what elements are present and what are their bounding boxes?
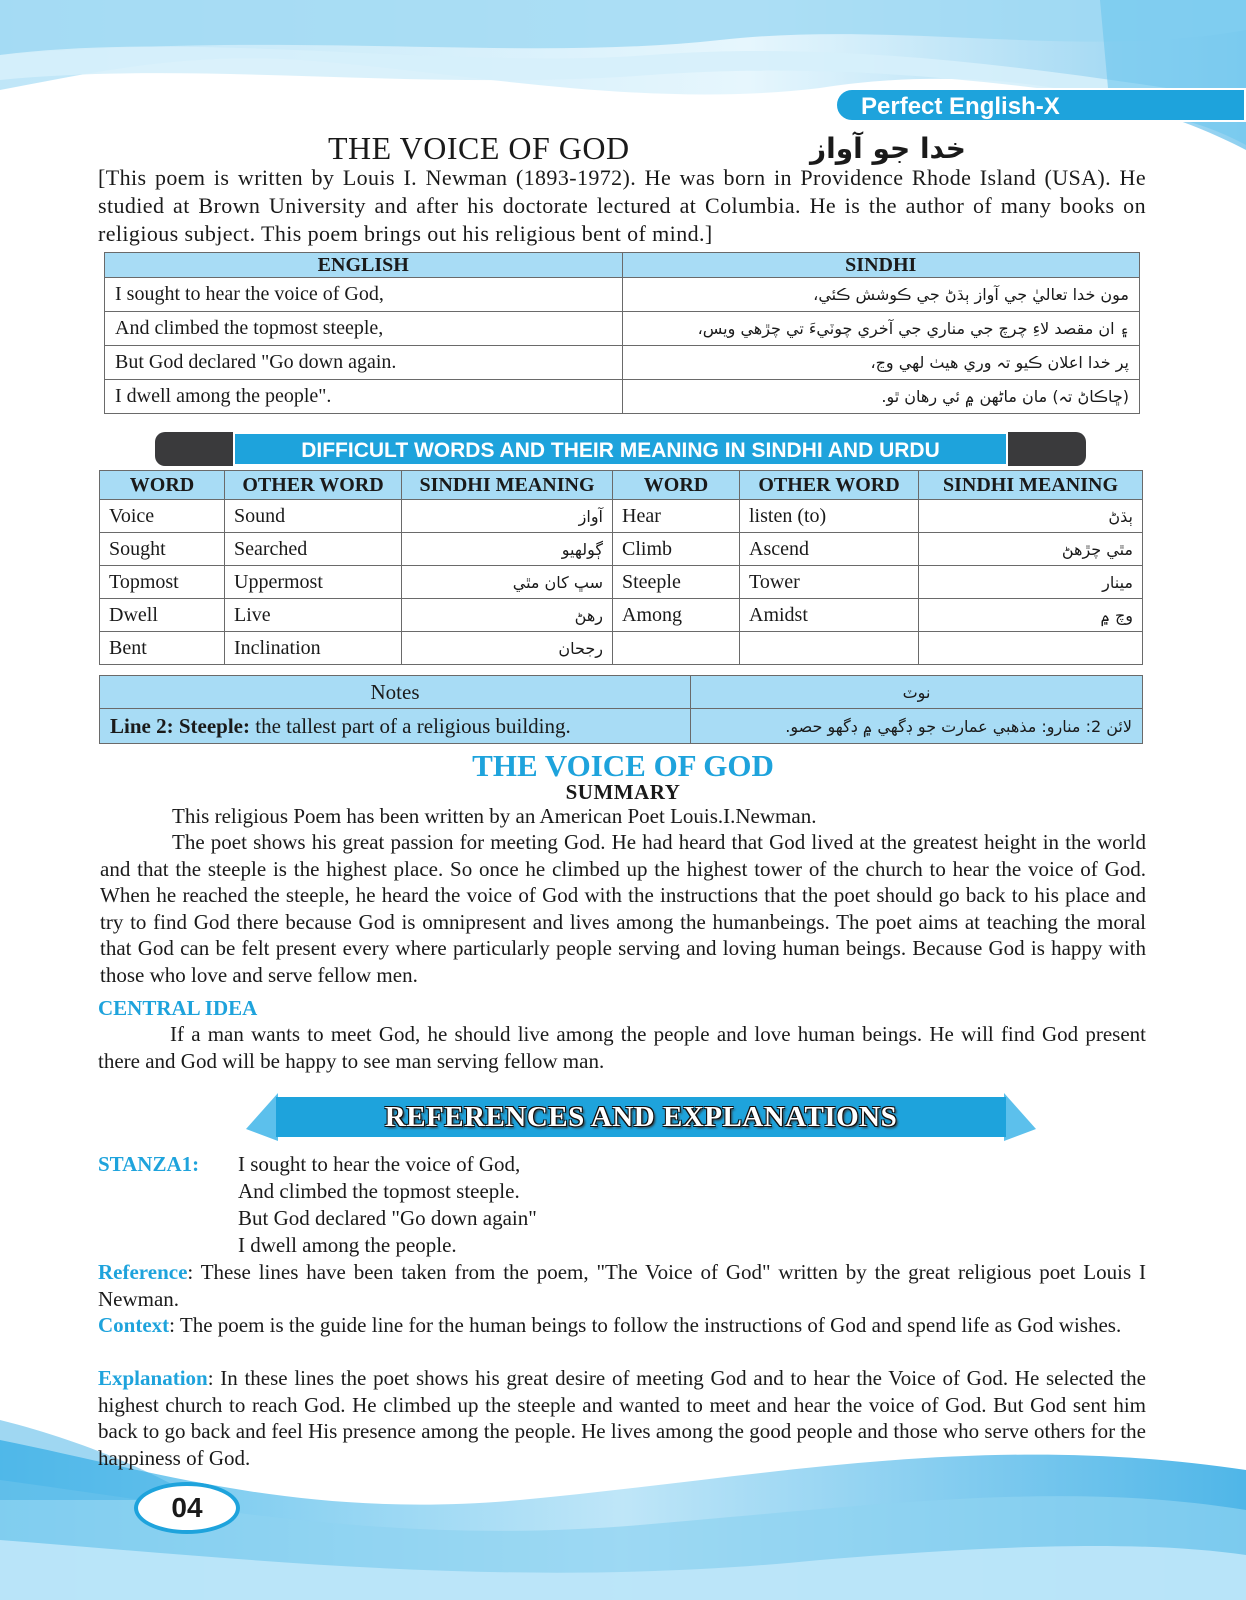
sindhi-meaning-cell — [919, 632, 1143, 665]
sindhi-meaning-cell: ٻڌڻ — [919, 500, 1143, 533]
word-cell: Steeple — [613, 566, 740, 599]
other-word-cell: Searched — [225, 533, 402, 566]
word-cell: Sought — [100, 533, 225, 566]
word-cell — [613, 632, 740, 665]
difficult-words-banner: DIFFICULT WORDS AND THEIR MEANING IN SINDHI AND URDU — [233, 432, 1008, 466]
sindhi-meaning-cell: آواز — [402, 500, 613, 533]
explanation-text: : In these lines the poet shows his great desire of meeting God and to hear the Voice of God. He selected the highest church to reach God. He climbed up the steeple and wanted to meet and hear the voice of God. But God sent him back to go back and feel His presence among the people. He lives among the good people and those who serve others for the happiness of God. — [98, 1366, 1146, 1470]
table-row — [100, 709, 1143, 744]
notes-header: Notes — [100, 676, 691, 709]
other-word-cell: Uppermost — [225, 566, 402, 599]
word-cell: Dwell — [100, 599, 225, 632]
reference-text: : These lines have been taken from the poem, "The Voice of God" written by the great religious poet Louis I Newman. — [98, 1260, 1146, 1311]
english-line: I dwell among the people". — [105, 380, 623, 414]
table-row — [100, 566, 1143, 599]
table-row — [105, 278, 1140, 312]
other-word-cell — [740, 632, 919, 665]
english-line: I sought to hear the voice of God, — [105, 278, 623, 312]
context-paragraph — [98, 1312, 1146, 1339]
central-idea-text: If a man wants to meet God, he should live among the people and love human beings. He will find God present there and God will be happy to see man serving fellow man. — [98, 1022, 1146, 1073]
sindhi-line: (ڇاڪاڻ تہ) مان ماڻهن ۾ ئي رهان ٿو. — [622, 380, 1140, 414]
stanza-line: I dwell among the people. — [238, 1233, 457, 1257]
banner-left-arrow-icon — [246, 1093, 278, 1141]
column-header-sindhi: SINDHI — [622, 253, 1140, 278]
sindhi-meaning-cell: رهڻ — [402, 599, 613, 632]
page-number: 04 — [134, 1482, 240, 1534]
other-word-cell: Sound — [225, 500, 402, 533]
summary-title: THE VOICE OF GOD — [472, 748, 774, 783]
note-text: the tallest part of a religious building. — [249, 713, 571, 738]
word-cell: Hear — [613, 500, 740, 533]
note-label: Line 2: Steeple: — [110, 713, 250, 738]
notes-header-sindhi: نوٽ — [691, 676, 1143, 709]
table-row — [100, 500, 1143, 533]
summary-label: SUMMARY — [565, 780, 681, 804]
poem-title-sindhi: خدا جو آواز — [810, 132, 966, 165]
other-word-cell: Ascend — [740, 533, 919, 566]
other-word-cell: Inclination — [225, 632, 402, 665]
sindhi-meaning-cell: سڀ کان مٿي — [402, 566, 613, 599]
stanza-line: But God declared "Go down again" — [238, 1206, 537, 1230]
column-header-english: ENGLISH — [105, 253, 623, 278]
table-row — [100, 599, 1143, 632]
other-word-cell: Amidst — [740, 599, 919, 632]
sindhi-line: ۽ ان مقصد لاءِ چرچ جي مناري جي آخري چوٽيءَ تي چڙهي ويس، — [622, 312, 1140, 346]
word-cell: Voice — [100, 500, 225, 533]
column-header: SINDHI MEANING — [402, 471, 613, 500]
references-banner: REFERENCES AND EXPLANATIONS — [276, 1097, 1006, 1137]
column-header: OTHER WORD — [225, 471, 402, 500]
context-text: : The poem is the guide line for the human beings to follow the instructions of God and spend life as God wishes. — [169, 1313, 1122, 1337]
other-word-cell: Tower — [740, 566, 919, 599]
table-row — [100, 632, 1143, 665]
notes-table — [99, 675, 1143, 744]
banner-right-arrow-icon — [1004, 1093, 1036, 1141]
stanza-line: And climbed the topmost steeple. — [238, 1179, 520, 1203]
word-cell: Topmost — [100, 566, 225, 599]
english-line: But God declared "Go down again. — [105, 346, 623, 380]
other-word-cell: listen (to) — [740, 500, 919, 533]
column-header: WORD — [613, 471, 740, 500]
poem-translation-table — [104, 252, 1140, 414]
central-idea-heading: CENTRAL IDEA — [98, 996, 258, 1020]
book-title-tab: Perfect English-X — [835, 88, 1246, 122]
poem-intro: [This poem is written by Louis I. Newman (1893-1972). He was born in Providence Rhode Island (USA). He studied at Brown University and after his doctorate lectured at Columbia. He is the author of many books on religious subject. This poem brings out his religious bent of mind.] — [98, 165, 1146, 246]
sindhi-meaning-cell: رجحان — [402, 632, 613, 665]
note-line — [100, 709, 691, 744]
sindhi-meaning-cell: وچ ۾ — [919, 599, 1143, 632]
note-line-sindhi: لائن 2: منارو: مذهبي عمارت جو ڊگهي ۾ ڊگهو حصو. — [691, 709, 1143, 744]
summary-paragraph-1: This religious Poem has been written by an American Poet Louis.I.Newman. — [172, 804, 817, 828]
table-row — [105, 380, 1140, 414]
difficult-words-table — [99, 470, 1143, 665]
context-label: Context — [98, 1313, 170, 1337]
banner-right-cap — [996, 432, 1086, 466]
reference-paragraph — [98, 1259, 1146, 1312]
column-header: WORD — [100, 471, 225, 500]
table-row — [105, 312, 1140, 346]
explanation-label: Explanation — [98, 1366, 208, 1390]
stanza-label: STANZA1: — [98, 1152, 200, 1176]
word-cell: Bent — [100, 632, 225, 665]
sindhi-meaning-cell: مينار — [919, 566, 1143, 599]
stanza-line: I sought to hear the voice of God, — [238, 1152, 521, 1176]
sindhi-meaning-cell: ڳولهيو — [402, 533, 613, 566]
word-cell: Climb — [613, 533, 740, 566]
english-line: And climbed the topmost steeple, — [105, 312, 623, 346]
column-header: OTHER WORD — [740, 471, 919, 500]
sindhi-meaning-cell: مٿي چڙهڻ — [919, 533, 1143, 566]
summary-paragraph-2: The poet shows his great passion for meeting God. He had heard that God lived at the greatest height in the world and that the steeple is the highest place. So once he climbed up the highest tower of the church to hear the voice of God. When he reached the steeple, he heard the voice of God with the instructions that the poet should go back to his place and try to find God there because God is omnipresent and lives among the humanbeings. The poet aims at teaching the moral that God can be felt present every where particularly people serving and loving human beings. Because God is happy with those who love and serve fellow men. — [100, 830, 1146, 987]
column-header: SINDHI MEANING — [919, 471, 1143, 500]
poem-title: THE VOICE OF GOD — [328, 130, 630, 166]
sindhi-line: مون خدا تعاليٰ جي آواز ٻڌڻ جي ڪوشش ڪئي، — [622, 278, 1140, 312]
sindhi-line: پر خدا اعلان ڪيو تہ وري هيٺ لهي وڃ، — [622, 346, 1140, 380]
reference-label: Reference — [98, 1260, 188, 1284]
explanation-paragraph — [98, 1365, 1146, 1471]
other-word-cell: Live — [225, 599, 402, 632]
table-row — [105, 346, 1140, 380]
table-row — [100, 533, 1143, 566]
word-cell: Among — [613, 599, 740, 632]
